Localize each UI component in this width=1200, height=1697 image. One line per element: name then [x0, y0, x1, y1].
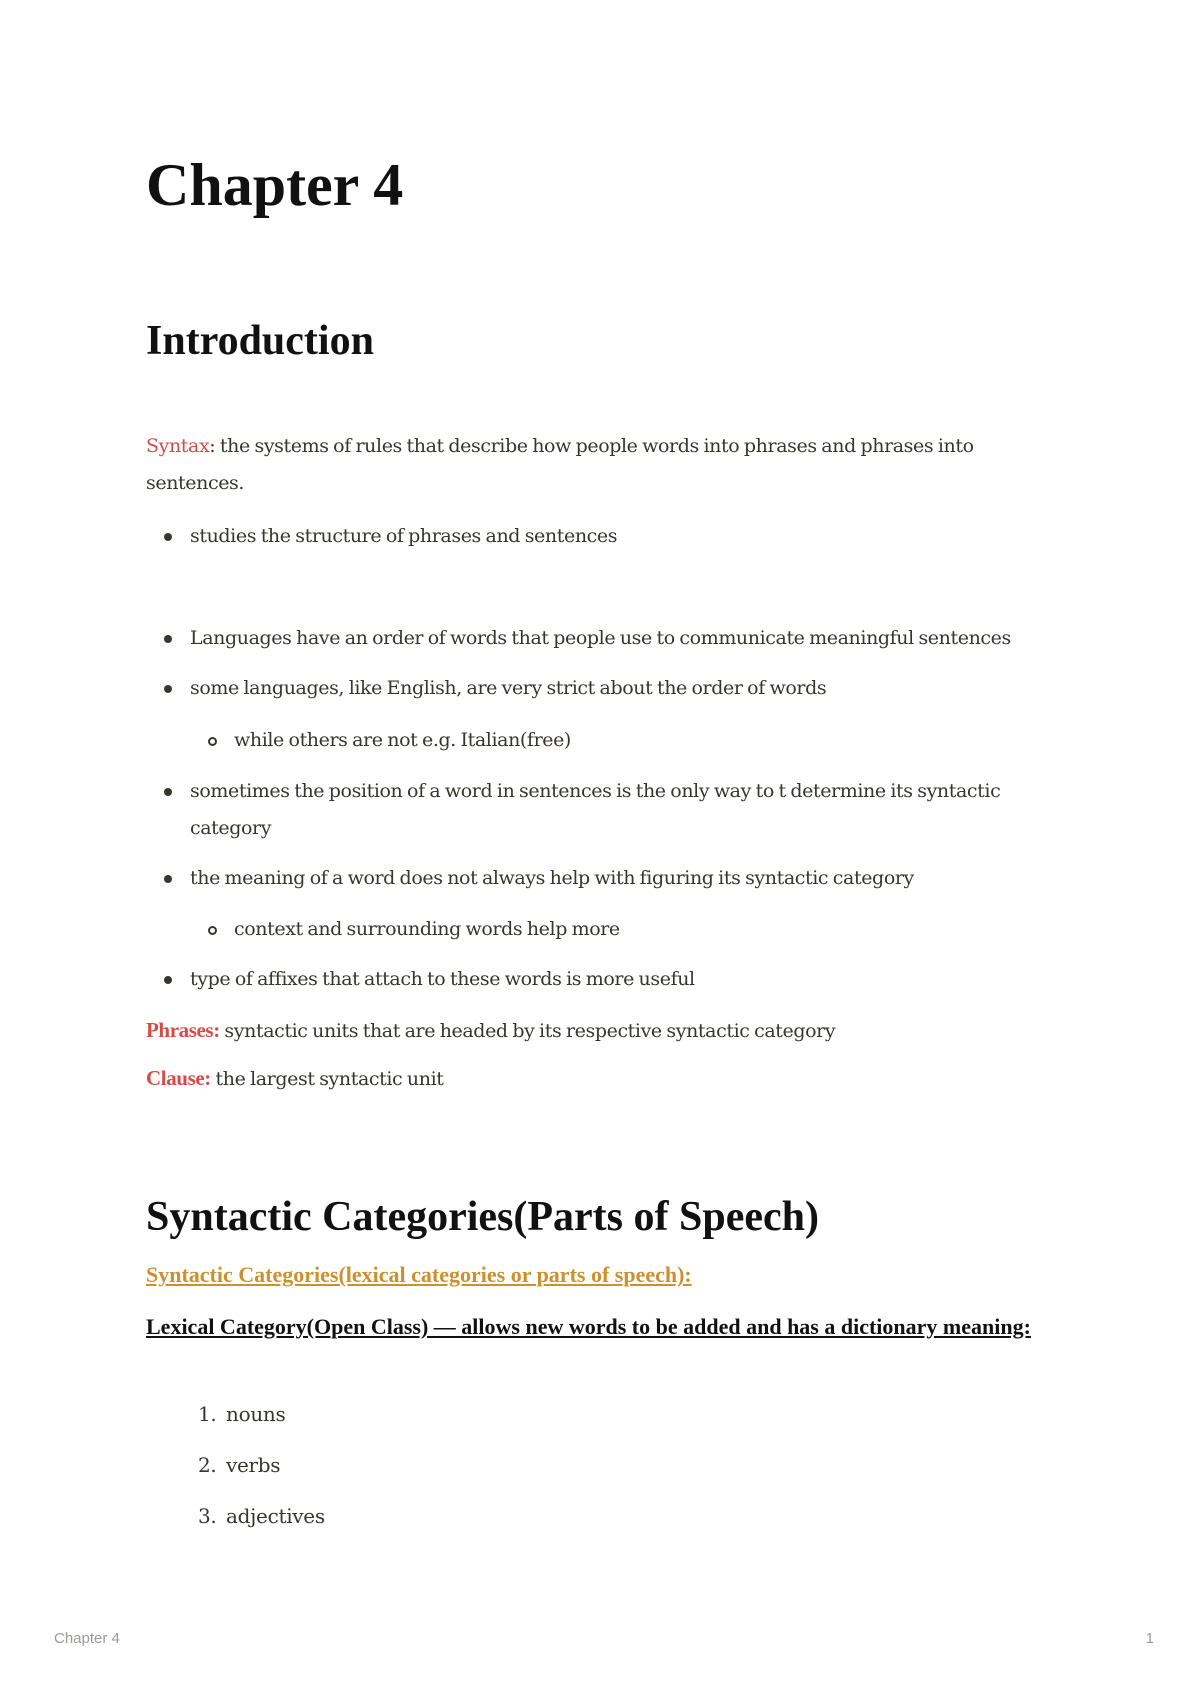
- list-item: 3. adjectives: [198, 1498, 325, 1535]
- list-item: 1. nouns: [198, 1396, 285, 1433]
- list-number: 3.: [198, 1504, 217, 1528]
- section-heading-syntactic-categories: Syntactic Categories(Parts of Speech): [146, 1194, 819, 1240]
- syntax-definition: [146, 428, 1066, 502]
- list-item: type of affixes that attach to these words is more useful: [190, 961, 1070, 998]
- phrases-term: Phrases:: [146, 1018, 220, 1042]
- hollow-bullet-icon: [208, 926, 217, 935]
- list-item: 2. verbs: [198, 1447, 280, 1484]
- bullet-icon: [164, 976, 172, 984]
- section-heading-introduction: Introduction: [146, 318, 374, 364]
- clause-definition: Clause: the largest syntactic unit: [146, 1066, 444, 1090]
- lexical-category-heading: Lexical Category(Open Class) — allows new words to be added and has a dictionary meaning:: [146, 1314, 1031, 1339]
- list-number: 2.: [198, 1453, 217, 1477]
- page-title: Chapter 4: [146, 152, 404, 218]
- bullet-icon: [164, 875, 172, 883]
- footer-title: Chapter 4: [54, 1630, 120, 1647]
- list-item: while others are not e.g. Italian(free): [234, 722, 1074, 759]
- phrases-definition: Phrases: syntactic units that are headed by its respective syntactic category: [146, 1018, 836, 1042]
- footer-page-number: 1: [1145, 1630, 1154, 1647]
- syntax-definition-text: : the systems of rules that describe how people words into phrases and phrases into sentences.: [146, 435, 974, 494]
- bullet-icon: [164, 685, 172, 693]
- list-item: sometimes the position of a word in sentences is the only way to t determine its syntactic category: [190, 773, 1070, 847]
- list-item: studies the structure of phrases and sentences: [190, 518, 1070, 555]
- syntax-term: Syntax: [146, 435, 210, 457]
- bullet-icon: [164, 635, 172, 643]
- bullet-icon: [164, 533, 172, 541]
- list-item: the meaning of a word does not always help with figuring its syntactic category: [190, 860, 1070, 897]
- hollow-bullet-icon: [208, 737, 217, 746]
- list-item: context and surrounding words help more: [234, 911, 1074, 948]
- bullet-icon: [164, 788, 172, 796]
- list-number: 1.: [198, 1402, 217, 1426]
- clause-term: Clause:: [146, 1066, 211, 1090]
- list-item: Languages have an order of words that people use to communicate meaningful sentences: [190, 620, 1070, 657]
- syntactic-categories-subheading: Syntactic Categories(lexical categories or parts of speech):: [146, 1262, 692, 1287]
- list-item: some languages, like English, are very strict about the order of words: [190, 670, 1070, 707]
